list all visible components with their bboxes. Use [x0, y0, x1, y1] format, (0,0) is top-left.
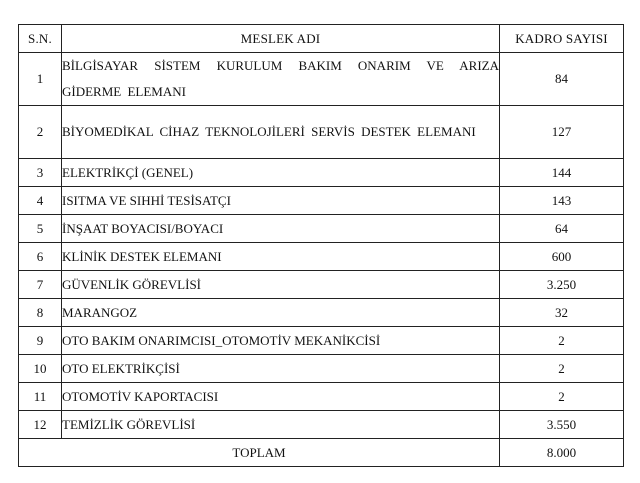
- document-page: [18, 24, 624, 467]
- table-row: [19, 355, 624, 383]
- kadro-table: [18, 24, 624, 467]
- row-kadro-sayisi: 2: [500, 327, 624, 355]
- row-kadro-sayisi: 32: [500, 299, 624, 327]
- table-row: [19, 159, 624, 187]
- row-kadro-sayisi: 3.250: [500, 271, 624, 299]
- row-sn: 7: [19, 271, 62, 299]
- table-header-row: [19, 25, 624, 53]
- row-sn: 12: [19, 411, 62, 439]
- row-meslek-adi: İNŞAAT BOYACISI/BOYACI: [62, 215, 500, 243]
- row-kadro-sayisi: 2: [500, 383, 624, 411]
- total-value: 8.000: [500, 439, 624, 467]
- row-sn: 5: [19, 215, 62, 243]
- row-meslek-adi: KLİNİK DESTEK ELEMANI: [62, 243, 500, 271]
- row-meslek-adi: BİYOMEDİKAL CİHAZ TEKNOLOJİLERİ SERVİS DESTEK ELEMANI: [62, 106, 500, 159]
- table-row: [19, 271, 624, 299]
- header-sn: S.N.: [19, 25, 62, 53]
- row-kadro-sayisi: 64: [500, 215, 624, 243]
- row-sn: 2: [19, 106, 62, 159]
- row-kadro-sayisi: 84: [500, 53, 624, 106]
- table-row: [19, 243, 624, 271]
- row-meslek-adi: ISITMA VE SIHHİ TESİSATÇI: [62, 187, 500, 215]
- row-sn: 11: [19, 383, 62, 411]
- total-label: TOPLAM: [19, 439, 500, 467]
- table-row: [19, 215, 624, 243]
- row-meslek-adi: TEMİZLİK GÖREVLİSİ: [62, 411, 500, 439]
- row-meslek-adi: BİLGİSAYAR SİSTEM KURULUM BAKIM ONARIM VE ARIZA GİDERME ELEMANI: [62, 53, 500, 106]
- table-row: [19, 411, 624, 439]
- row-kadro-sayisi: 143: [500, 187, 624, 215]
- row-meslek-adi: OTO ELEKTRİKÇİSİ: [62, 355, 500, 383]
- header-meslek-adi: MESLEK ADI: [62, 25, 500, 53]
- row-kadro-sayisi: 2: [500, 355, 624, 383]
- row-sn: 10: [19, 355, 62, 383]
- row-meslek-adi: OTO BAKIM ONARIMCISI_OTOMOTİV MEKANİKCİSİ: [62, 327, 500, 355]
- table-row: [19, 53, 624, 106]
- table-row: [19, 187, 624, 215]
- table-row: [19, 106, 624, 159]
- row-kadro-sayisi: 600: [500, 243, 624, 271]
- row-sn: 8: [19, 299, 62, 327]
- table-row: [19, 383, 624, 411]
- table-row: [19, 299, 624, 327]
- row-kadro-sayisi: 144: [500, 159, 624, 187]
- row-kadro-sayisi: 3.550: [500, 411, 624, 439]
- row-meslek-adi: OTOMOTİV KAPORTACISI: [62, 383, 500, 411]
- row-meslek-adi: MARANGOZ: [62, 299, 500, 327]
- total-row: [19, 439, 624, 467]
- row-kadro-sayisi: 127: [500, 106, 624, 159]
- row-sn: 1: [19, 53, 62, 106]
- row-sn: 3: [19, 159, 62, 187]
- row-meslek-adi: GÜVENLİK GÖREVLİSİ: [62, 271, 500, 299]
- row-sn: 9: [19, 327, 62, 355]
- row-sn: 6: [19, 243, 62, 271]
- row-sn: 4: [19, 187, 62, 215]
- row-meslek-adi: ELEKTRİKÇİ (GENEL): [62, 159, 500, 187]
- table-row: [19, 327, 624, 355]
- header-kadro-sayisi: KADRO SAYISI: [500, 25, 624, 53]
